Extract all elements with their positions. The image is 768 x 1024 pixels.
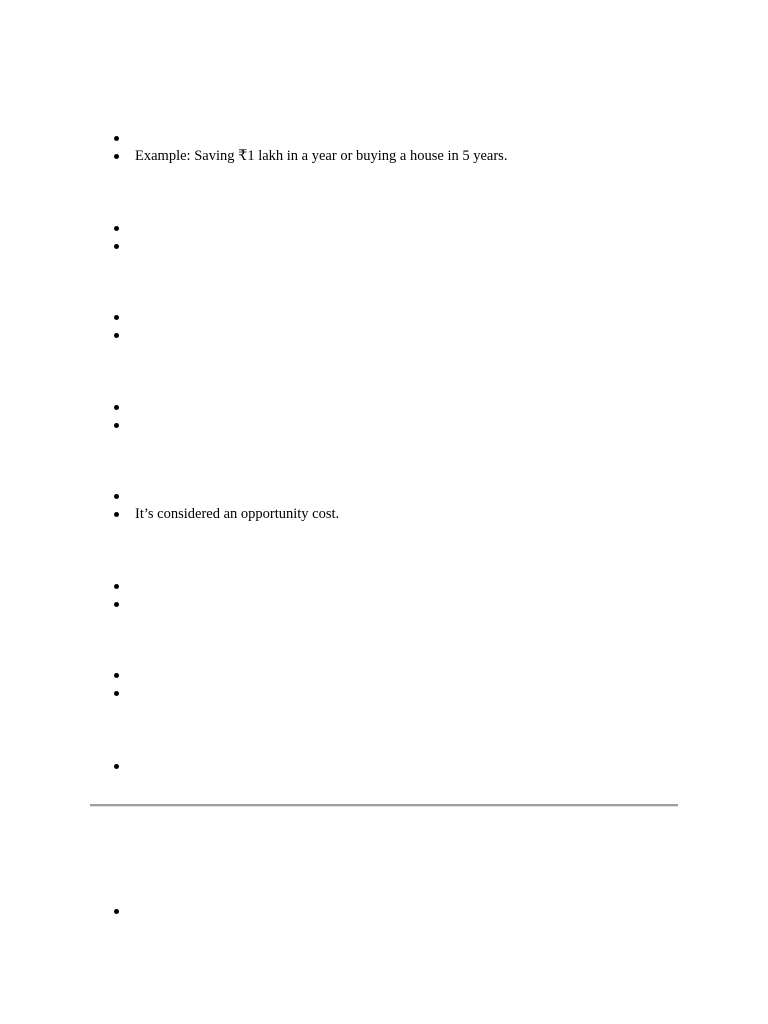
bullet-icon: [114, 764, 119, 769]
horizontal-rule: [90, 804, 678, 807]
bullet-icon: [114, 226, 119, 231]
example-text: Example: Saving ₹1 lakh in a year or buying a house in 5 years.: [135, 148, 508, 164]
bullet-icon: [114, 136, 119, 141]
bullet-icon: [114, 584, 119, 589]
bullet-icon: [114, 315, 119, 320]
bullet-icon: [114, 494, 119, 499]
bullet-icon: [114, 154, 119, 159]
bullet-icon: [114, 691, 119, 696]
bullet-icon: [114, 405, 119, 410]
bullet-icon: [114, 909, 119, 914]
bullet-icon: [114, 333, 119, 338]
bullet-icon: [114, 602, 119, 607]
bullet-icon: [114, 512, 119, 517]
opportunity-cost-text: It’s considered an opportunity cost.: [135, 506, 340, 522]
bullet-icon: [114, 423, 119, 428]
bullet-icon: [114, 673, 119, 678]
bullet-icon: [114, 244, 119, 249]
